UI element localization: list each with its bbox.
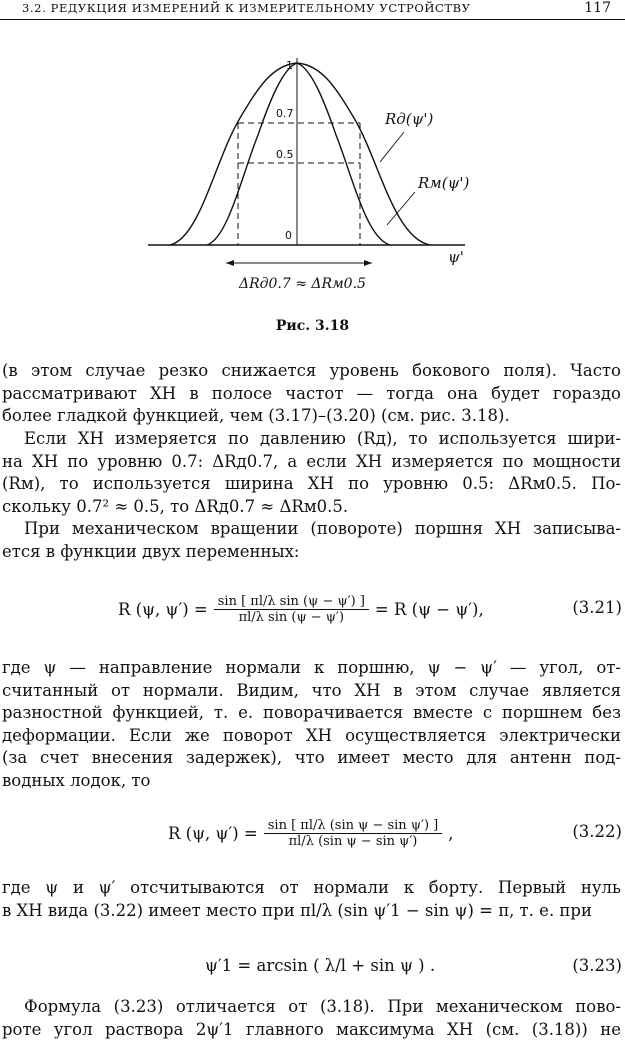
text-line: водных лодок, то — [2, 770, 151, 790]
paragraph-6 — [0, 996, 625, 1041]
text-line: скольку 0.7² ≈ 0.5, то ΔRд0.7 ≈ ΔRм0.5. — [2, 496, 349, 516]
label-level-07: 0.7 — [276, 107, 294, 120]
label-curve-power: Rм(ψ') — [418, 174, 470, 192]
curve-power — [207, 63, 390, 245]
text-line: в ХН вида (3.22) имеет место при πl/λ (sin ψ′1 − sin ψ) = π, т. е. при — [2, 900, 592, 920]
equation-3-22 — [0, 796, 625, 874]
eq321-numerator: sin [ πl/λ sin (ψ − ψ′) ] — [214, 594, 369, 610]
label-curve-pressure: Rд(ψ') — [385, 110, 434, 128]
eq322-lhs: R (ψ, ψ′) = — [168, 823, 258, 843]
paragraph-4 — [0, 657, 625, 792]
running-title: 3.2. РЕДУКЦИЯ ИЗМЕРЕНИЙ К ИЗМЕРИТЕЛЬНОМУ УСТРОЙСТВУ — [22, 1, 471, 15]
width-arrow-left-head — [226, 260, 234, 266]
curve-pressure — [170, 63, 430, 245]
eq321-rhs: = R (ψ − ψ′), — [374, 599, 484, 619]
leader-pressure — [380, 132, 404, 162]
eq323-number: (3.23) — [572, 956, 622, 975]
text-line: (в этом случае резко снижается уровень бокового поля). Часто — [2, 361, 621, 380]
width-arrow-right-head — [364, 260, 372, 266]
text-line: деформации. Если же поворот ХН осуществляется электрически — [2, 725, 621, 745]
eq322-denominator: πl/λ (sin ψ − sin ψ′) — [288, 833, 418, 849]
eq322-rhs: , — [448, 823, 454, 843]
eq321-lhs: R (ψ, ψ′) = — [118, 599, 208, 619]
page-header — [0, 0, 625, 22]
label-zero: 0 — [285, 229, 292, 242]
page-number: 117 — [584, 0, 611, 16]
text-line: на ХН по уровню 0.7: ΔRд0.7, а если ХН измеряется по мощности — [2, 451, 621, 471]
text-line: где ψ — направление нормали к поршню, ψ − ψ′ — угол, от- — [2, 658, 621, 677]
text-line: (Rм), то используется ширина ХН по уровню 0.5: ΔRм0.5. По- — [2, 474, 621, 493]
text-line: ется в функции двух переменных: — [2, 541, 300, 561]
header-rule — [0, 19, 625, 20]
eq321-number: (3.21) — [572, 598, 622, 617]
text-line: (за счет внесения задержек), что имеет место для антенн под- — [2, 748, 621, 767]
text-line: более гладкой функцией, чем (3.17)–(3.20) (см. рис. 3.18). — [2, 406, 510, 425]
text-line: При механическом вращении (повороте) поршня ХН записыва- — [24, 519, 621, 538]
text-line: Формула (3.23) отличается от (3.18). При механическом пово- — [24, 997, 621, 1016]
eq322-number: (3.22) — [572, 822, 622, 841]
equation-3-21 — [0, 572, 625, 650]
text-line: разностной функцией, т. е. поворачивается вместе с поршнем без — [2, 703, 621, 722]
eq321-denominator: πl/λ sin (ψ − ψ′) — [238, 609, 345, 625]
eq322-numerator: sin [ πl/λ (sin ψ − sin ψ′) ] — [264, 818, 443, 834]
paragraph-1 — [0, 360, 625, 428]
label-width: ΔRд0.7 ≈ ΔRм0.5 — [239, 276, 366, 292]
paragraph-2 — [0, 428, 625, 518]
text-line: роте угол раствора 2ψ′1 главного максимума ХН (см. (3.18)) не — [2, 1019, 621, 1039]
paragraph-3 — [0, 518, 625, 563]
label-level-05: 0.5 — [276, 148, 294, 161]
paragraph-5 — [0, 877, 625, 922]
label-x-axis: ψ' — [448, 248, 464, 266]
text-line: рассматривают ХН в полосе частот — тогда она будет гораздо — [2, 383, 621, 403]
equation-3-23 — [0, 950, 625, 990]
beam-pattern-figure — [0, 40, 625, 315]
text-line: Если ХН измеряется по давлению (Rд), то используется шири- — [24, 429, 621, 448]
text-line: где ψ и ψ′ отсчитываются от нормали к борту. Первый нуль — [2, 878, 621, 897]
figure-caption: Рис. 3.18 — [275, 318, 350, 334]
eq323-lhs: ψ′1 = arcsin — [205, 956, 308, 975]
label-peak: 1 — [286, 59, 293, 72]
text-line: считанный от нормали. Видим, что ХН в этом случае является — [2, 680, 621, 700]
eq323-argument: ( λ/l + sin ψ ) . — [313, 956, 436, 975]
